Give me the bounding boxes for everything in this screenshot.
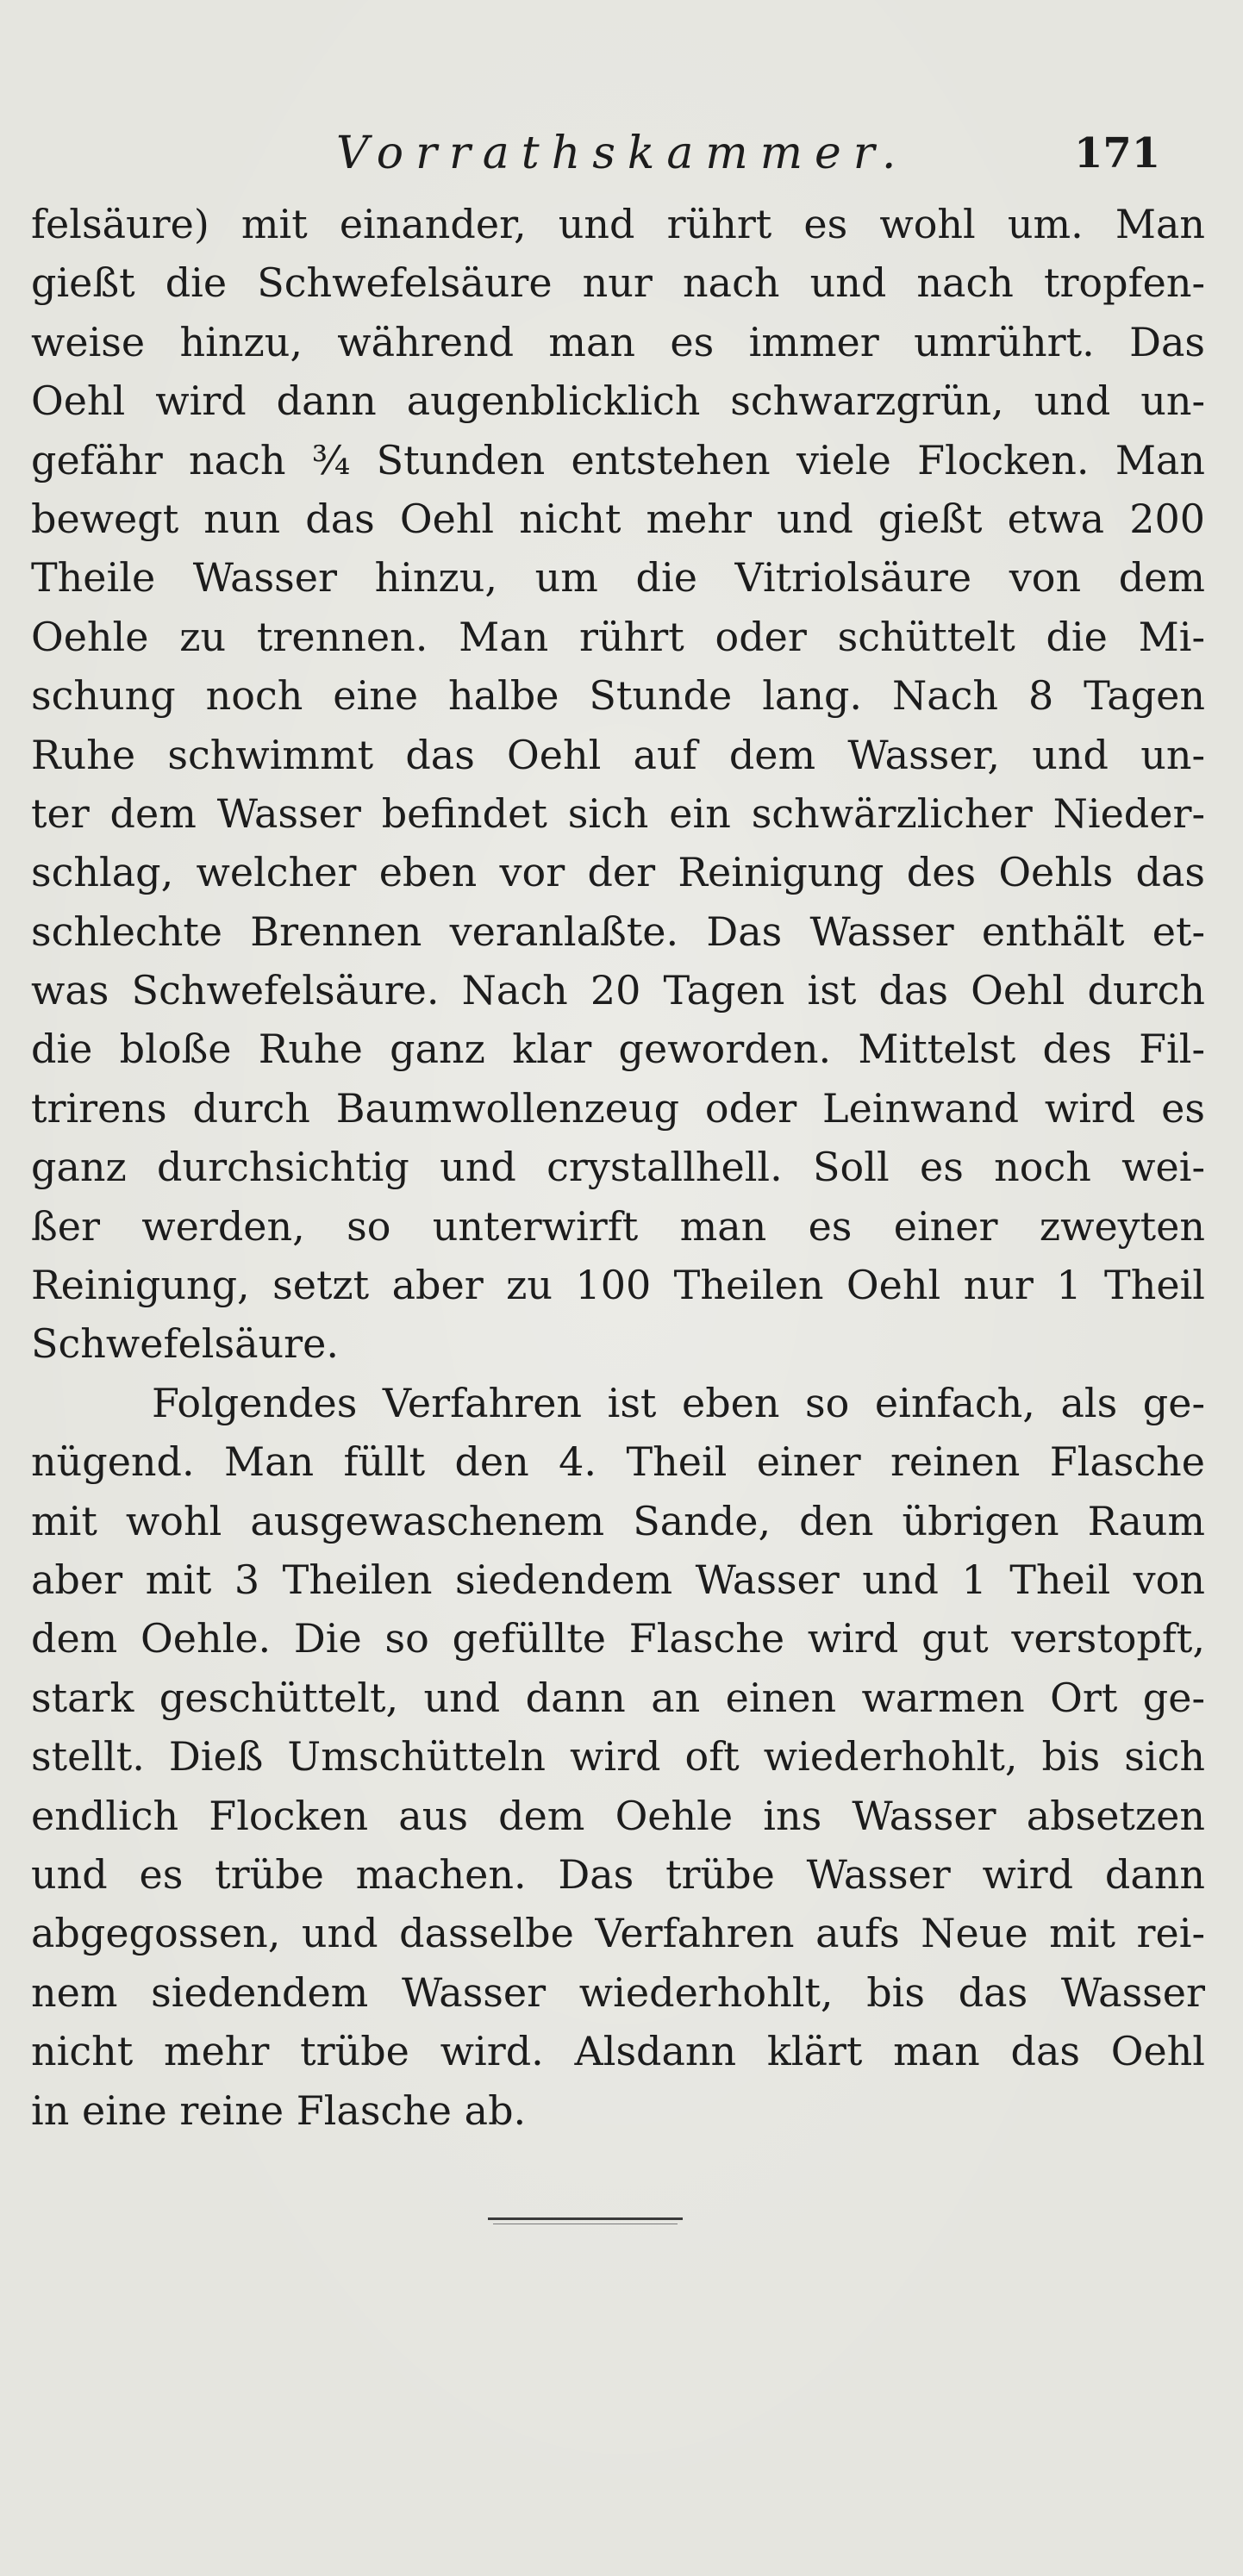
- text-line: was Schwefelsäure. Nach 20 Tagen ist das Oehl durch: [31, 967, 1205, 1014]
- text-line: ganz durchsichtig und crystallhell. Soll es noch wei-: [31, 1144, 1205, 1191]
- text-line: Oehle zu trennen. Man rührt oder schüttelt die Mi-: [31, 613, 1205, 660]
- text-line: trirens durch Baumwollenzeug oder Leinwand wird es: [31, 1084, 1205, 1132]
- text-line: stellt. Dieß Umschütteln wird oft wiederhohlt, bis sich: [31, 1733, 1205, 1781]
- text-line: abgegossen, und dasselbe Verfahren aufs Neue mit rei-: [31, 1910, 1205, 1957]
- text-line: nicht mehr trübe wird. Alsdann klärt man das Oehl: [31, 2028, 1205, 2075]
- text-line: Theile Wasser hinzu, um die Vitriolsäure von dem: [31, 554, 1205, 602]
- text-line: in eine reine Flasche ab.: [31, 2086, 527, 2134]
- paragraph-1: [31, 195, 1205, 1374]
- end-rule: [488, 2217, 683, 2220]
- text-line: endlich Flocken aus dem Oehle ins Wasser absetzen: [31, 1792, 1205, 1839]
- text-line: nem siedendem Wasser wiederhohlt, bis das Wasser: [31, 1968, 1205, 2016]
- page-header: [0, 119, 1243, 188]
- text-line: ter dem Wasser befindet sich ein schwärzlicher Nieder-: [31, 789, 1205, 837]
- text-line: Ruhe schwimmt das Oehl auf dem Wasser, und un-: [31, 731, 1205, 778]
- text-line: felsäure) mit einander, und rührt es wohl um. Man: [31, 201, 1205, 247]
- text-line: dem Oehle. Die so gefüllte Flasche wird gut verstopft,: [31, 1615, 1205, 1662]
- text-line: die bloße Ruhe ganz klar geworden. Mittelst des Fil-: [31, 1026, 1205, 1073]
- text-line: schlag, welcher eben vor der Reinigung des Oehls das: [31, 849, 1205, 896]
- text-line: und es trübe machen. Das trübe Wasser wird dann: [31, 1850, 1205, 1898]
- text-line: mit wohl ausgewaschenem Sande, den übrigen Raum: [31, 1497, 1205, 1544]
- text-line: Oehl wird dann augenblicklich schwarzgrün, und un-: [31, 377, 1205, 425]
- text-line: Reinigung, setzt aber zu 100 Theilen Oehl nur 1 Theil: [31, 1262, 1205, 1309]
- text-line: stark geschüttelt, und dann an einen warmen Ort ge-: [31, 1674, 1205, 1721]
- text-line: Schwefelsäure.: [31, 1320, 339, 1368]
- text-line: Folgendes Verfahren ist eben so einfach, als ge-: [152, 1379, 1205, 1426]
- text-line: schung noch eine halbe Stunde lang. Nach 8 Tagen: [31, 672, 1205, 720]
- body-text: [31, 195, 1205, 2140]
- text-line: schlechte Brennen veranlaßte. Das Wasser enthält et-: [31, 908, 1205, 955]
- running-head: Vorrathskammer.: [336, 128, 909, 179]
- text-line: aber mit 3 Theilen siedendem Wasser und 1 Theil von: [31, 1556, 1205, 1603]
- text-line: nügend. Man füllt den 4. Theil einer reinen Flasche: [31, 1438, 1205, 1486]
- page-number: 171: [1074, 129, 1161, 178]
- text-line: gießt die Schwefelsäure nur nach und nach tropfen-: [31, 259, 1205, 307]
- text-line: ßer werden, so unterwirft man es einer zweyten: [31, 1202, 1205, 1250]
- text-line: weise hinzu, während man es immer umrührt. Das: [31, 318, 1205, 365]
- text-line: gefähr nach ¾ Stunden entstehen viele Flocken. Man: [31, 436, 1205, 483]
- paragraph-2: [31, 1374, 1205, 2140]
- text-line: bewegt nun das Oehl nicht mehr und gießt etwa 200: [31, 495, 1205, 542]
